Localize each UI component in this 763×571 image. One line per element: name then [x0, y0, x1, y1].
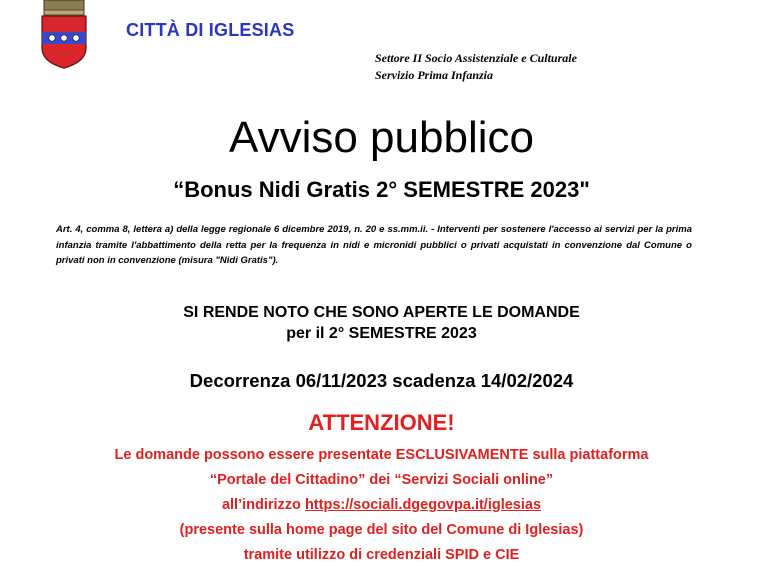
notice-line-1: SI RENDE NOTO CHE SONO APERTE LE DOMANDE: [183, 304, 580, 321]
crest-roundel-1: [49, 35, 55, 41]
instruction-line-3: all’indirizzo https://sociali.dgegovpa.it/iglesias: [221, 497, 542, 513]
service-line: Servizio Prima Infanzia: [375, 68, 494, 82]
notice-line-2: per il 2° SEMESTRE 2023: [286, 325, 477, 342]
attention-heading: ATTENZIONE!: [308, 410, 455, 435]
crest-crown-band: [44, 10, 84, 15]
portal-link[interactable]: https://sociali.dgegovpa.it/iglesias: [304, 497, 542, 513]
application-dates: Decorrenza 06/11/2023 scadenza 14/02/2024: [189, 370, 574, 391]
notice-block: [0, 302, 763, 344]
instructions-block: [0, 446, 763, 571]
page-title: Avviso pubblico: [229, 113, 534, 162]
department-block: [375, 50, 577, 84]
department-line: Settore II Socio Assistenziale e Culturale: [375, 51, 577, 65]
legal-reference: Art. 4, comma 8, lettera a) della legge regionale 6 dicembre 2019, n. 20 e ss.mm.ii. - Interventi per sostenere l'accesso ai servizi per la prima infanzia tramite l'abbattimento della retta per la frequenza in nidi e micronidi pubblici o privati acquistati in convenzione dal Comune o privati non in convenzione (misura "Nidi Gratis").: [56, 224, 692, 266]
instruction-line-4: (presente sulla home page del sito del Comune di Iglesias): [179, 522, 584, 538]
instruction-line-2: “Portale del Cittadino” dei “Servizi Sociali online”: [209, 472, 554, 488]
crest-roundel-3: [73, 35, 79, 41]
city-name: CITTÀ DI IGLESIAS: [126, 20, 295, 40]
page-subtitle: “Bonus Nidi Gratis 2° SEMESTRE 2023": [173, 177, 590, 202]
crest-roundel-2: [61, 35, 67, 41]
exclusive-emphasis: ESCLUSIVAMENTE: [395, 447, 529, 463]
coat-of-arms-icon: [36, 0, 92, 70]
instruction-line-1: Le domande possono essere presentate ESCLUSIVAMENTE sulla piattaforma: [114, 447, 649, 463]
instruction-line-5: tramite utilizzo di credenziali SPID e CIE: [243, 547, 520, 563]
